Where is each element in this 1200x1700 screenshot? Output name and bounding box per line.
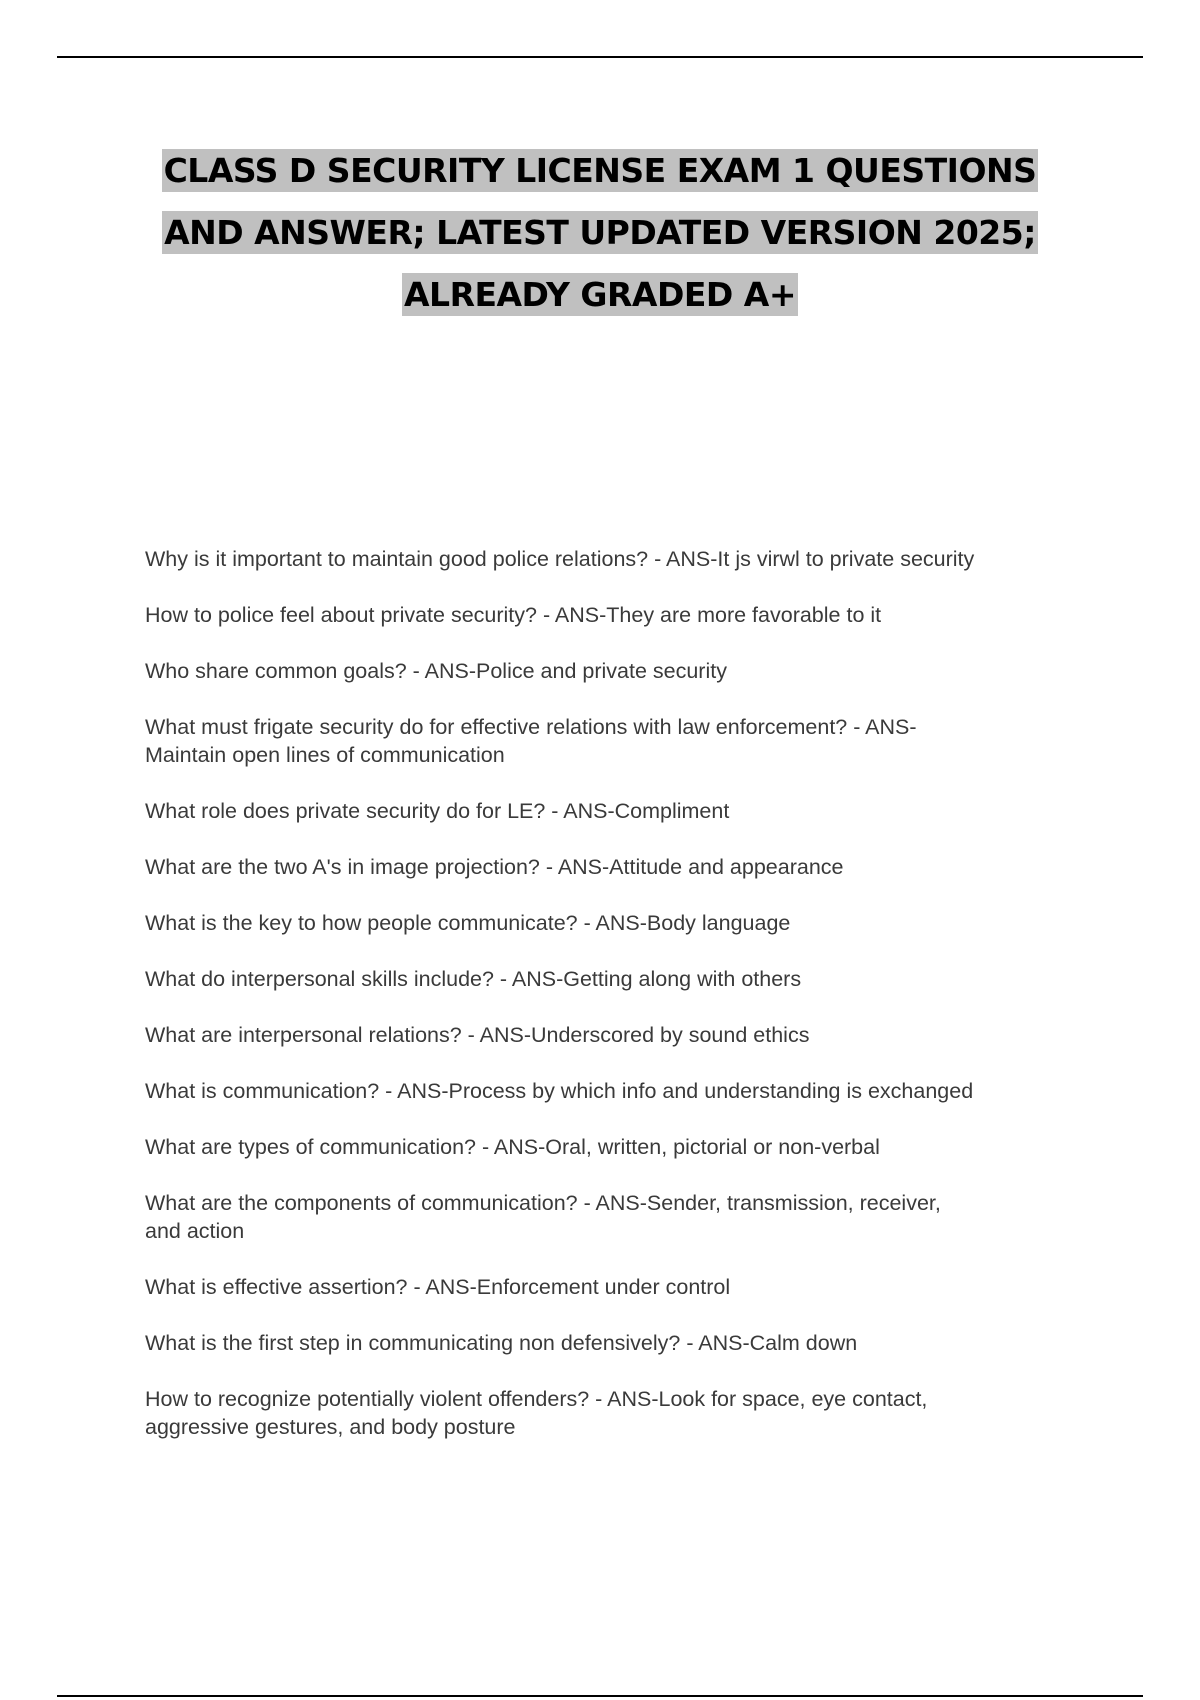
qa-item: What are interpersonal relations? - ANS-Underscored by sound ethics bbox=[145, 1023, 810, 1047]
qa-item: Who share common goals? - ANS-Police and private security bbox=[145, 659, 727, 683]
qa-item: What do interpersonal skills include? - ANS-Getting along with others bbox=[145, 967, 802, 991]
top-rule bbox=[57, 56, 1143, 58]
qa-item: What are the components of communication? - ANS-Sender, transmission, receiver, and action bbox=[145, 1191, 941, 1243]
qa-item: What is effective assertion? - ANS-Enforcement under control bbox=[145, 1275, 731, 1299]
qa-item: How to recognize potentially violent offenders? - ANS-Look for space, eye contact, aggressive gestures, and body posture bbox=[145, 1387, 928, 1439]
bottom-rule bbox=[57, 1695, 1143, 1697]
qa-item: What are types of communication? - ANS-Oral, written, pictorial or non-verbal bbox=[145, 1135, 880, 1159]
qa-item: What is the key to how people communicate? - ANS-Body language bbox=[145, 911, 791, 935]
qa-item: What role does private security do for LE? - ANS-Compliment bbox=[145, 799, 730, 823]
qa-item: What are the two A's in image projection? - ANS-Attitude and appearance bbox=[145, 855, 844, 879]
title-line-1: CLASS D SECURITY LICENSE EXAM 1 QUESTIONS bbox=[163, 151, 1037, 190]
qa-item: Why is it important to maintain good police relations? - ANS-It js virwl to private security bbox=[145, 547, 975, 571]
qa-item: How to police feel about private security? - ANS-They are more favorable to it bbox=[145, 603, 882, 627]
qa-item: What must frigate security do for effective relations with law enforcement? - ANS- Maintain open lines of communication bbox=[145, 715, 917, 767]
title-line-2: AND ANSWER; LATEST UPDATED VERSION 2025; bbox=[164, 213, 1036, 252]
document-title bbox=[0, 140, 1200, 326]
qa-item: What is the first step in communicating non defensively? - ANS-Calm down bbox=[145, 1331, 858, 1355]
title-line-3: ALREADY GRADED A+ bbox=[404, 275, 796, 314]
qa-item: What is communication? - ANS-Process by which info and understanding is exchanged bbox=[145, 1079, 974, 1103]
question-answer-list bbox=[145, 545, 1085, 1469]
